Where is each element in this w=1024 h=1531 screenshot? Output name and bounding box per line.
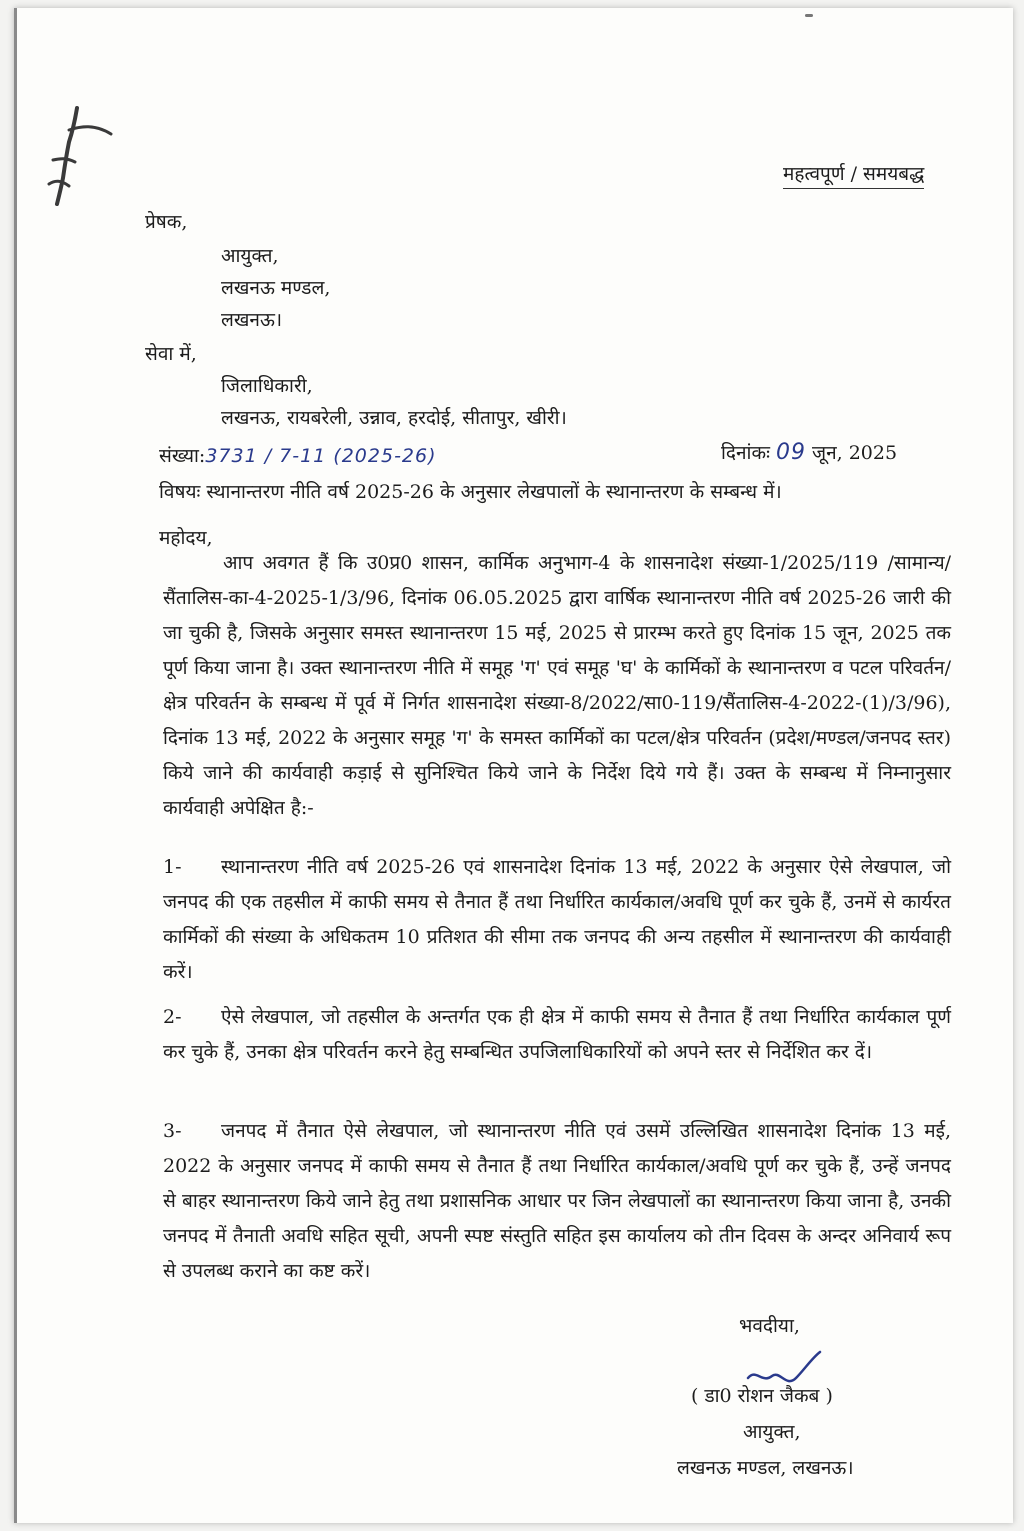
item-text: स्थानान्तरण नीति वर्ष 2025-26 एवं शासनादेश दिनांक 13 मई, 2022 के अनुसार ऐसे लेखपाल, जो जनपद की एक तहसील में काफी समय से तैनात हैं तथा निर्धारित कार्यकाल/अवधि पूर्ण कर चुके हैं, उनमें से कार्यरत कार्मिकों की संख्या के अधिकतम 10 प्रतिशत की सीमा तक जनपद की अन्य तहसील में स्थानान्तरण की कार्यवाही करें। <box>163 856 951 983</box>
reference-number-value: 3731 / 7-11 (2025-26) <box>205 445 437 467</box>
sender-line-3: लखनऊ। <box>221 309 283 331</box>
subject-line <box>159 480 782 504</box>
date-label: दिनांकः <box>721 442 770 464</box>
body-item-3 <box>163 1114 951 1289</box>
reference-number-label: संख्या: <box>159 445 206 467</box>
item-text: ऐसे लेखपाल, जो तहसील के अन्तर्गत एक ही क्षेत्र में काफी समय से तैनात हैं तथा निर्धारित कार्यकाल पूर्ण कर चुके हैं, उनका क्षेत्र परिवर्तन करने हेतु सम्बन्धित उपजिलाधिकारियों को अपने स्तर से निर्देशित कर दें। <box>163 1006 951 1063</box>
date-day: 09 <box>775 440 806 465</box>
body-intro: आप अवगत हैं कि उ0प्र0 शासन, कार्मिक अनुभाग-4 के शासनादेश संख्या-1/2025/119 /सामान्य/सैंतालिस-का-4-2025-1/3/96, दिनांक 06.05.2025 द्वारा वार्षिक स्थानान्तरण नीति वर्ष 2025-26 जारी की जा चुकी है, जिसके अनुसार समस्त स्थानान्तरण 15 मई, 2025 से प्रारम्भ करते हुए दिनांक 15 जून, 2025 तक पूर्ण किया जाना है। उक्त स्थानान्तरण नीति में समूह 'ग' एवं समूह 'घ' के कार्मिकों के स्थानान्तरण व पटल परिवर्तन/क्षेत्र परिवर्तन के सम्बन्ध में पूर्व में निर्गत शासनादेश संख्या-8/2022/सा0-119/सैंतालिस-4-2022-(1)/3/96), दिनांक 13 मई, 2022 के अनुसार समूह 'ग' के समस्त कार्मिकों का पटल/क्षेत्र परिवर्तन (प्रदेश/मण्डल/जनपद स्तर) किये जाने की कार्यवाही कड़ाई से सुनिश्चित किये जाने के निर्देश दिये गये हैं। उक्त के सम्बन्ध में निम्नानुसार कार्यवाही अपेक्षित है:- <box>163 552 951 819</box>
letter-page <box>14 8 1013 1523</box>
signatory-designation: आयुक्त, <box>743 1421 801 1443</box>
recipient-line-1: जिलाधिकारी, <box>221 375 313 397</box>
subject-text: स्थानान्तरण नीति वर्ष 2025-26 के अनुसार लेखपालों के स्थानान्तरण के सम्बन्ध में। <box>206 481 782 503</box>
salutation: महोदय, <box>159 527 213 549</box>
sender-label: प्रेषक, <box>145 211 188 233</box>
sender-line-1: आयुक्त, <box>221 245 279 267</box>
item-number: 2- <box>163 1006 182 1028</box>
item-text: जनपद में तैनात ऐसे लेखपाल, जो स्थानान्तरण नीति एवं उसमें उल्लिखित शासनादेश दिनांक 13 मई, 2022 के अनुसार जनपद में काफी समय से तैनात हैं तथा निर्धारित कार्यकाल/अवधि पूर्ण कर चुके हैं, उन्हें जनपद से बाहर स्थानान्तरण किये जाने हेतु तथा प्रशासनिक आधार पर जिन लेखपालों का स्थानान्तरण किया जाना है, उनकी जनपद में तैनाती अवधि सहित सूची, अपनी स्पष्ट संस्तुति सहित इस कार्यालय को तीन दिवस के अन्दर अनिवार्य रूप से उपलब्ध कराने का कष्ट करें। <box>163 1120 951 1282</box>
recipient-line-2: लखनऊ, रायबरेली, उन्नाव, हरदोई, सीतापुर, खीरी। <box>221 407 567 429</box>
reference-number <box>159 444 437 468</box>
paper-mark <box>805 14 813 17</box>
item-number: 3- <box>163 1120 182 1142</box>
sender-line-2: लखनऊ मण्डल, <box>221 277 331 299</box>
signatory-office: लखनऊ मण्डल, लखनऊ। <box>677 1457 854 1479</box>
body-item-2 <box>163 1000 951 1070</box>
closing: भवदीया, <box>739 1315 800 1337</box>
reference-date <box>721 441 897 465</box>
priority-label: महत्वपूर्ण / समयबद्ध <box>783 160 924 189</box>
subject-label: विषयः <box>159 481 201 503</box>
recipient-label: सेवा में, <box>145 343 197 365</box>
date-rest: जून, 2025 <box>812 442 898 464</box>
handwritten-mark-icon <box>39 100 119 210</box>
signatory-name: ( डा0 रोशन जैकब ) <box>691 1385 833 1407</box>
item-number: 1- <box>163 856 182 878</box>
body-item-1 <box>163 850 951 990</box>
